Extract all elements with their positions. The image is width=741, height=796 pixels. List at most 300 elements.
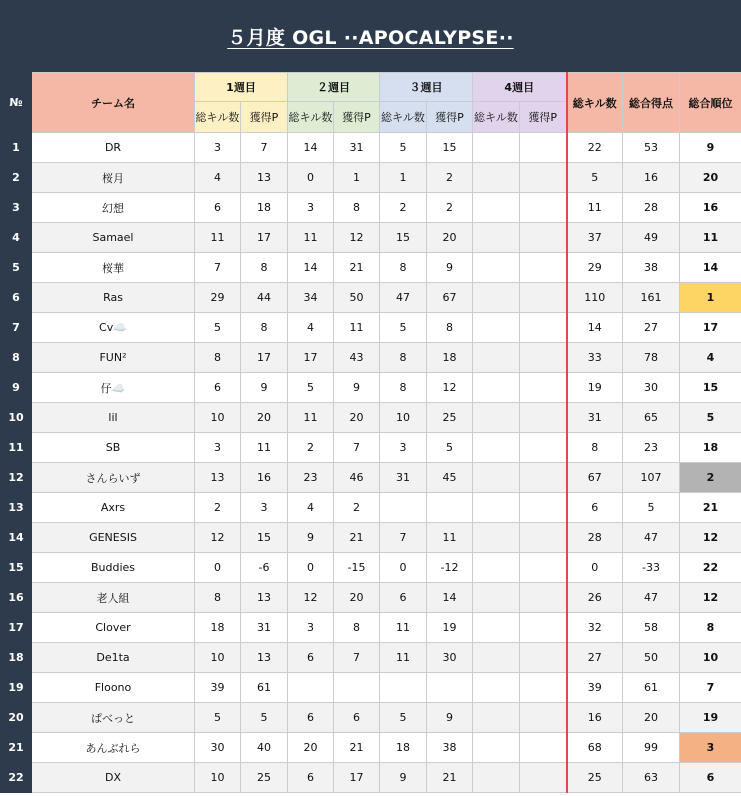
total-kills-cell: 5 [567, 163, 623, 193]
total-rank-cell: 14 [680, 253, 741, 283]
week-2-kills-cell: 6 [288, 703, 334, 733]
week-2-points-cell: 12 [334, 223, 380, 253]
table-row [1, 253, 741, 283]
week-4-kills-cell [473, 193, 520, 223]
week-3-kills-cell: 15 [380, 223, 427, 253]
week-1-points-cell: 25 [241, 763, 288, 793]
week-2-kills-cell: 3 [288, 193, 334, 223]
week-4-points-cell [520, 463, 567, 493]
table-row [1, 703, 741, 733]
total-points-cell: 5 [623, 493, 680, 523]
week-3-kills-cell: 10 [380, 403, 427, 433]
standings-table [0, 72, 741, 793]
week-3-points-cell: 30 [427, 643, 473, 673]
week-2-points-cell: -15 [334, 553, 380, 583]
week-3-points-cell: -12 [427, 553, 473, 583]
week-1-points-cell: 8 [241, 253, 288, 283]
week-3-points-cell: 45 [427, 463, 473, 493]
total-kills-cell: 8 [567, 433, 623, 463]
total-kills-cell: 0 [567, 553, 623, 583]
week-4-kills-cell [473, 313, 520, 343]
week-3-kills-cell: 1 [380, 163, 427, 193]
week-4-points-cell [520, 163, 567, 193]
row-number: 9 [1, 373, 32, 403]
week-1-kills-cell: 11 [195, 223, 241, 253]
week-3-points-cell: 5 [427, 433, 473, 463]
week-1-points-cell: -6 [241, 553, 288, 583]
row-number: 18 [1, 643, 32, 673]
week-4-kills-cell [473, 343, 520, 373]
table-row [1, 523, 741, 553]
week-1-points-cell: 20 [241, 403, 288, 433]
table-row [1, 553, 741, 583]
row-number: 15 [1, 553, 32, 583]
week-3-kills-cell: 18 [380, 733, 427, 763]
week-4-points-cell [520, 373, 567, 403]
team-name-cell: Ras [32, 283, 195, 313]
total-rank-cell: 5 [680, 403, 741, 433]
team-name-cell: さんらいず [32, 463, 195, 493]
row-number: 2 [1, 163, 32, 193]
week-3-points-cell: 8 [427, 313, 473, 343]
row-number: 20 [1, 703, 32, 733]
week-2-kills-cell: 34 [288, 283, 334, 313]
week-3-points-cell: 14 [427, 583, 473, 613]
week-2-points-cell: 20 [334, 583, 380, 613]
week-1-kills-cell: 10 [195, 403, 241, 433]
total-points-cell: 38 [623, 253, 680, 283]
total-rank-cell: 18 [680, 433, 741, 463]
week-2-points-cell: 7 [334, 643, 380, 673]
total-kills-cell: 26 [567, 583, 623, 613]
week-4-kills-cell [473, 613, 520, 643]
week-4-points-cell [520, 733, 567, 763]
header-w1-points: 獲得P [241, 102, 288, 133]
week-1-points-cell: 3 [241, 493, 288, 523]
total-kills-cell: 28 [567, 523, 623, 553]
week-1-kills-cell: 12 [195, 523, 241, 553]
row-number: 1 [1, 133, 32, 163]
team-name-cell: lil [32, 403, 195, 433]
week-3-kills-cell: 8 [380, 343, 427, 373]
week-1-points-cell: 8 [241, 313, 288, 343]
week-2-kills-cell: 14 [288, 253, 334, 283]
header-w2-points: 獲得P [334, 102, 380, 133]
week-4-kills-cell [473, 463, 520, 493]
total-points-cell: 107 [623, 463, 680, 493]
row-number: 4 [1, 223, 32, 253]
row-number: 13 [1, 493, 32, 523]
week-3-kills-cell: 9 [380, 763, 427, 793]
week-3-kills-cell: 11 [380, 613, 427, 643]
week-4-kills-cell [473, 133, 520, 163]
total-rank-cell: 3 [680, 733, 741, 763]
week-4-points-cell [520, 553, 567, 583]
week-4-kills-cell [473, 733, 520, 763]
total-points-cell: 65 [623, 403, 680, 433]
week-1-points-cell: 13 [241, 583, 288, 613]
week-2-kills-cell: 4 [288, 493, 334, 523]
week-4-points-cell [520, 643, 567, 673]
week-2-kills-cell: 4 [288, 313, 334, 343]
total-rank-cell: 15 [680, 373, 741, 403]
week-3-kills-cell [380, 493, 427, 523]
table-row [1, 733, 741, 763]
week-1-points-cell: 11 [241, 433, 288, 463]
total-kills-cell: 31 [567, 403, 623, 433]
week-3-kills-cell: 0 [380, 553, 427, 583]
total-points-cell: 161 [623, 283, 680, 313]
table-row [1, 463, 741, 493]
week-4-kills-cell [473, 583, 520, 613]
week-3-kills-cell: 31 [380, 463, 427, 493]
header-total-kills: 総キル数 [567, 73, 623, 133]
week-1-points-cell: 31 [241, 613, 288, 643]
title-bar [0, 0, 741, 72]
header-week-1: 1週目 [195, 73, 288, 102]
week-4-kills-cell [473, 253, 520, 283]
total-rank-cell: 7 [680, 673, 741, 703]
total-rank-cell: 8 [680, 613, 741, 643]
total-rank-cell: 16 [680, 193, 741, 223]
week-2-points-cell: 2 [334, 493, 380, 523]
week-1-points-cell: 9 [241, 373, 288, 403]
team-name-cell: De1ta [32, 643, 195, 673]
row-number: 19 [1, 673, 32, 703]
week-4-points-cell [520, 673, 567, 703]
week-4-kills-cell [473, 643, 520, 673]
week-2-kills-cell: 12 [288, 583, 334, 613]
total-kills-cell: 67 [567, 463, 623, 493]
total-rank-cell: 19 [680, 703, 741, 733]
header-w4-points: 獲得P [520, 102, 567, 133]
week-4-points-cell [520, 583, 567, 613]
week-1-points-cell: 18 [241, 193, 288, 223]
week-4-kills-cell [473, 373, 520, 403]
week-1-kills-cell: 6 [195, 373, 241, 403]
total-kills-cell: 6 [567, 493, 623, 523]
week-4-kills-cell [473, 223, 520, 253]
header-week-4: 4週目 [473, 73, 567, 102]
week-3-points-cell: 9 [427, 703, 473, 733]
total-kills-cell: 68 [567, 733, 623, 763]
total-rank-cell: 6 [680, 763, 741, 793]
row-number: 14 [1, 523, 32, 553]
week-1-points-cell: 13 [241, 163, 288, 193]
total-rank-cell: 20 [680, 163, 741, 193]
week-1-kills-cell: 3 [195, 433, 241, 463]
header-w3-kills: 総キル数 [380, 102, 427, 133]
week-3-kills-cell: 5 [380, 133, 427, 163]
header-w2-kills: 総キル数 [288, 102, 334, 133]
week-4-kills-cell [473, 553, 520, 583]
week-4-kills-cell [473, 493, 520, 523]
week-1-points-cell: 15 [241, 523, 288, 553]
row-number: 5 [1, 253, 32, 283]
week-1-kills-cell: 10 [195, 763, 241, 793]
total-points-cell: 47 [623, 583, 680, 613]
week-4-points-cell [520, 613, 567, 643]
week-2-points-cell: 46 [334, 463, 380, 493]
week-1-kills-cell: 30 [195, 733, 241, 763]
total-points-cell: 53 [623, 133, 680, 163]
total-points-cell: 27 [623, 313, 680, 343]
table-row [1, 133, 741, 163]
week-4-kills-cell [473, 283, 520, 313]
week-2-kills-cell: 14 [288, 133, 334, 163]
week-3-kills-cell: 8 [380, 373, 427, 403]
week-4-kills-cell [473, 403, 520, 433]
total-kills-cell: 25 [567, 763, 623, 793]
table-row [1, 223, 741, 253]
week-3-kills-cell: 6 [380, 583, 427, 613]
total-kills-cell: 19 [567, 373, 623, 403]
week-2-kills-cell: 11 [288, 403, 334, 433]
week-4-points-cell [520, 493, 567, 523]
table-row [1, 613, 741, 643]
week-1-points-cell: 5 [241, 703, 288, 733]
header-week-2: ２週目 [288, 73, 380, 102]
week-1-kills-cell: 29 [195, 283, 241, 313]
total-kills-cell: 33 [567, 343, 623, 373]
total-points-cell: 63 [623, 763, 680, 793]
week-4-points-cell [520, 403, 567, 433]
week-1-kills-cell: 8 [195, 583, 241, 613]
week-4-points-cell [520, 193, 567, 223]
week-3-points-cell: 21 [427, 763, 473, 793]
table-row [1, 283, 741, 313]
week-1-points-cell: 7 [241, 133, 288, 163]
total-points-cell: 47 [623, 523, 680, 553]
week-3-points-cell: 25 [427, 403, 473, 433]
table-row [1, 643, 741, 673]
week-1-kills-cell: 10 [195, 643, 241, 673]
week-3-points-cell: 12 [427, 373, 473, 403]
week-1-kills-cell: 0 [195, 553, 241, 583]
week-1-points-cell: 17 [241, 343, 288, 373]
week-2-kills-cell: 17 [288, 343, 334, 373]
row-number: 7 [1, 313, 32, 343]
week-1-kills-cell: 5 [195, 703, 241, 733]
team-name-cell: Floono [32, 673, 195, 703]
total-kills-cell: 110 [567, 283, 623, 313]
row-number: 16 [1, 583, 32, 613]
team-name-cell: Axrs [32, 493, 195, 523]
team-name-cell: 幻想 [32, 193, 195, 223]
week-2-kills-cell: 23 [288, 463, 334, 493]
row-number: 22 [1, 763, 32, 793]
week-1-points-cell: 40 [241, 733, 288, 763]
total-rank-cell: 2 [680, 463, 741, 493]
team-name-cell: Clover [32, 613, 195, 643]
week-3-kills-cell: 11 [380, 643, 427, 673]
row-number: 21 [1, 733, 32, 763]
row-number: 17 [1, 613, 32, 643]
week-1-points-cell: 61 [241, 673, 288, 703]
header-team-name: チーム名 [32, 73, 195, 133]
week-1-kills-cell: 7 [195, 253, 241, 283]
total-kills-cell: 32 [567, 613, 623, 643]
header-total-rank: 総合順位 [680, 73, 741, 133]
total-points-cell: 61 [623, 673, 680, 703]
week-3-points-cell: 67 [427, 283, 473, 313]
week-1-points-cell: 17 [241, 223, 288, 253]
week-4-points-cell [520, 343, 567, 373]
header-w4-kills: 総キル数 [473, 102, 520, 133]
header-no: № [1, 73, 32, 133]
week-2-kills-cell: 0 [288, 163, 334, 193]
week-2-kills-cell: 6 [288, 643, 334, 673]
table-row [1, 163, 741, 193]
row-number: 10 [1, 403, 32, 433]
week-4-points-cell [520, 133, 567, 163]
total-kills-cell: 16 [567, 703, 623, 733]
week-2-kills-cell [288, 673, 334, 703]
table-row [1, 403, 741, 433]
week-2-kills-cell: 20 [288, 733, 334, 763]
total-kills-cell: 14 [567, 313, 623, 343]
week-1-kills-cell: 4 [195, 163, 241, 193]
week-3-kills-cell: 2 [380, 193, 427, 223]
week-2-kills-cell: 6 [288, 763, 334, 793]
week-1-kills-cell: 18 [195, 613, 241, 643]
week-4-points-cell [520, 283, 567, 313]
week-3-points-cell: 2 [427, 193, 473, 223]
week-3-kills-cell: 7 [380, 523, 427, 553]
week-2-points-cell: 17 [334, 763, 380, 793]
total-kills-cell: 39 [567, 673, 623, 703]
total-points-cell: 99 [623, 733, 680, 763]
total-rank-cell: 21 [680, 493, 741, 523]
team-name-cell: 桜華 [32, 253, 195, 283]
week-1-kills-cell: 2 [195, 493, 241, 523]
table-row [1, 583, 741, 613]
week-2-points-cell: 9 [334, 373, 380, 403]
total-rank-cell: 12 [680, 523, 741, 553]
total-rank-cell: 17 [680, 313, 741, 343]
total-kills-cell: 11 [567, 193, 623, 223]
week-1-points-cell: 44 [241, 283, 288, 313]
total-rank-cell: 10 [680, 643, 741, 673]
team-name-cell: あんぶれら [32, 733, 195, 763]
week-1-kills-cell: 8 [195, 343, 241, 373]
week-2-kills-cell: 9 [288, 523, 334, 553]
total-rank-cell: 9 [680, 133, 741, 163]
week-3-points-cell [427, 673, 473, 703]
total-rank-cell: 4 [680, 343, 741, 373]
week-3-kills-cell [380, 673, 427, 703]
team-name-cell: 桜月 [32, 163, 195, 193]
week-2-points-cell [334, 673, 380, 703]
week-4-points-cell [520, 763, 567, 793]
week-3-kills-cell: 8 [380, 253, 427, 283]
team-name-cell: 仔☁️ [32, 373, 195, 403]
total-points-cell: 16 [623, 163, 680, 193]
week-3-kills-cell: 47 [380, 283, 427, 313]
total-points-cell: 20 [623, 703, 680, 733]
week-3-points-cell: 19 [427, 613, 473, 643]
week-3-points-cell: 38 [427, 733, 473, 763]
week-3-points-cell: 15 [427, 133, 473, 163]
week-4-points-cell [520, 223, 567, 253]
header-week-3: ３週目 [380, 73, 473, 102]
week-2-kills-cell: 2 [288, 433, 334, 463]
week-4-kills-cell [473, 673, 520, 703]
week-3-points-cell: 20 [427, 223, 473, 253]
week-2-points-cell: 1 [334, 163, 380, 193]
team-name-cell: 老人組 [32, 583, 195, 613]
week-3-kills-cell: 5 [380, 703, 427, 733]
total-kills-cell: 37 [567, 223, 623, 253]
team-name-cell: Buddies [32, 553, 195, 583]
week-3-points-cell [427, 493, 473, 523]
team-name-cell: FUN² [32, 343, 195, 373]
table-row [1, 193, 741, 223]
team-name-cell: Samael [32, 223, 195, 253]
week-1-kills-cell: 6 [195, 193, 241, 223]
row-number: 3 [1, 193, 32, 223]
week-2-points-cell: 7 [334, 433, 380, 463]
week-2-points-cell: 21 [334, 733, 380, 763]
total-points-cell: 30 [623, 373, 680, 403]
week-4-kills-cell [473, 703, 520, 733]
week-3-points-cell: 9 [427, 253, 473, 283]
total-rank-cell: 12 [680, 583, 741, 613]
total-points-cell: 49 [623, 223, 680, 253]
total-points-cell: -33 [623, 553, 680, 583]
row-number: 11 [1, 433, 32, 463]
row-number: 8 [1, 343, 32, 373]
total-kills-cell: 29 [567, 253, 623, 283]
week-1-kills-cell: 39 [195, 673, 241, 703]
header-w1-kills: 総キル数 [195, 102, 241, 133]
team-name-cell: SB [32, 433, 195, 463]
week-4-kills-cell [473, 163, 520, 193]
week-2-points-cell: 43 [334, 343, 380, 373]
week-3-points-cell: 18 [427, 343, 473, 373]
week-2-kills-cell: 5 [288, 373, 334, 403]
row-number: 12 [1, 463, 32, 493]
week-3-points-cell: 2 [427, 163, 473, 193]
team-name-cell: ぱべっと [32, 703, 195, 733]
week-2-points-cell: 6 [334, 703, 380, 733]
week-4-kills-cell [473, 433, 520, 463]
week-4-points-cell [520, 703, 567, 733]
week-1-kills-cell: 13 [195, 463, 241, 493]
header-w3-points: 獲得P [427, 102, 473, 133]
week-4-points-cell [520, 253, 567, 283]
total-points-cell: 78 [623, 343, 680, 373]
week-2-points-cell: 50 [334, 283, 380, 313]
week-1-points-cell: 13 [241, 643, 288, 673]
table-row [1, 313, 741, 343]
team-name-cell: Cv☁️ [32, 313, 195, 343]
week-2-kills-cell: 0 [288, 553, 334, 583]
total-kills-cell: 27 [567, 643, 623, 673]
table-row [1, 433, 741, 463]
team-name-cell: GENESIS [32, 523, 195, 553]
week-2-points-cell: 11 [334, 313, 380, 343]
table-row [1, 493, 741, 523]
total-points-cell: 50 [623, 643, 680, 673]
table-row [1, 373, 741, 403]
week-3-kills-cell: 3 [380, 433, 427, 463]
week-2-points-cell: 8 [334, 193, 380, 223]
week-1-kills-cell: 3 [195, 133, 241, 163]
week-3-kills-cell: 5 [380, 313, 427, 343]
total-points-cell: 28 [623, 193, 680, 223]
table-row [1, 763, 741, 793]
